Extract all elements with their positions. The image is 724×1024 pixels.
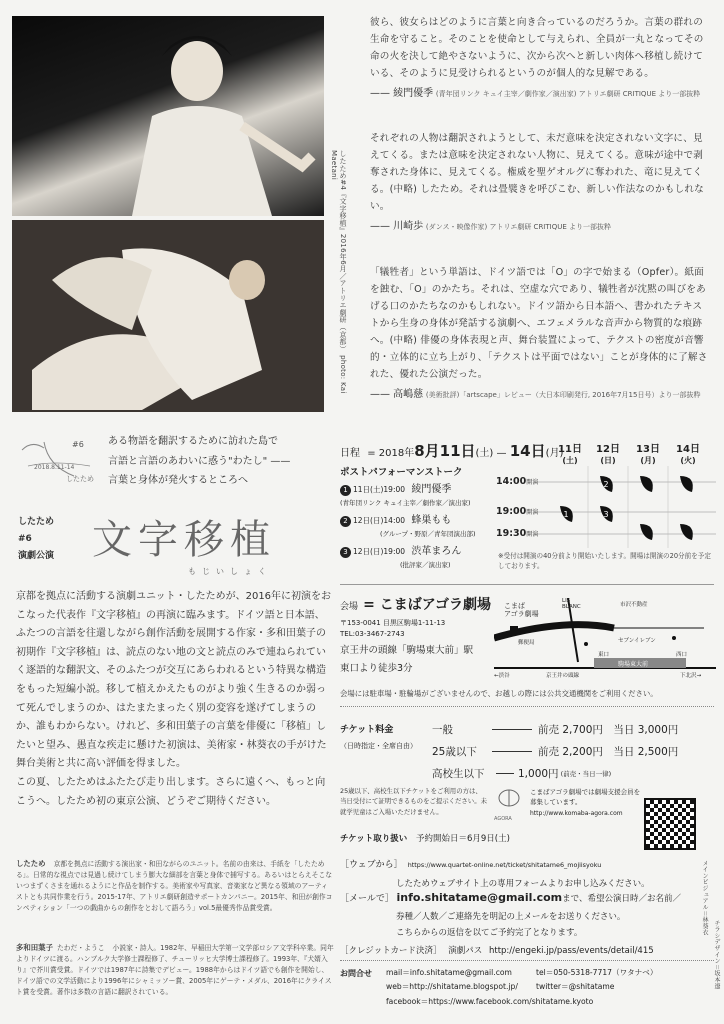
agora-logo-icon	[494, 788, 524, 812]
map-kitazawa: 下北沢→	[680, 673, 702, 679]
photo-bottom	[12, 220, 324, 412]
agora-logo-text: AGORA	[494, 816, 512, 822]
intro	[16, 588, 332, 811]
schedule-dash: —	[496, 448, 507, 459]
profile-2-text: 小説家・詩人。1982年、早稲田大学第一文学部ロシア文学科卒業。同年よりドイツに渡る。ハンブルク大学修士課程修了、チューリッヒ大学博士課程修了。1993年、『犬婿入り』で芥川賞受賞。ドイツでは1987年に詩集でデビュー。1988年からはドイツ語でも創作を開始し、ドイツ語での文学活動により1996年にシャミッソー賞、2005年にゲーテ・メダル、2016年にクライスト賞を受賞。著作は多数の言語に翻訳されている。	[16, 944, 334, 996]
time-row: 19:00開演	[496, 506, 539, 517]
quote-2	[370, 130, 710, 232]
profile-2-name: 多和田葉子	[16, 943, 53, 952]
web-url[interactable]: https://www.quartet-online.net/ticket/shitatame6_mojiisyoku	[407, 861, 602, 869]
logo-date: 2018.8.11-14	[34, 464, 75, 471]
talk-item: 1 11日(土)19:00 綾門優季 (青年団リンク キュイ主宰／劇作家／演出家)	[340, 484, 471, 507]
map-keio: 京王井の頭線	[546, 673, 580, 679]
talk-label: ポストパフォーマンストーク	[340, 467, 463, 478]
profile-1-name: したため	[16, 859, 46, 868]
map-agora: こまば アゴラ劇場	[504, 602, 539, 619]
quote-3	[370, 264, 710, 400]
photo-top	[12, 16, 324, 216]
divider	[340, 584, 714, 585]
quote-1-text: 彼ら、彼女らはどのように言葉と向き合っているのだろうか。言葉の群れの生命を守ること。そのことを使命として与えられ、全員が一丸となってその命の火を決して絶やさないように、次から次へと新しい肉体へ移植し続けている、そのように見受けられるというのが個人的な見解である。	[370, 17, 704, 80]
schedule-grid	[496, 440, 716, 548]
profile-1-text: 京都を拠点に活動する演出家・和田ながらのユニット。名前の由来は、手紙を「したためる」。日常的な視点では見過し続けてしまう膨大な細部を言葉と身体で捕写する。あるいはとらえそこないつまずくさまを通れるようにと作品を制作する。美術家や写真家、音楽家など異なる領域のアーティストとも共同作業を行う。2015-17年、アトリエ劇研創造サポートカンパニー。2015年、和田が創作コンペティション「一つの戯曲からの創作をとおして語ろう」vol.5最優秀作品賞受賞。	[16, 860, 333, 912]
day-col: 13日 (月)	[636, 444, 660, 465]
profile-tawada	[16, 942, 334, 997]
tagline	[108, 432, 338, 491]
talk-list	[340, 482, 490, 570]
schedule-d1: 8月11日	[414, 442, 476, 460]
svg-text:2: 2	[603, 480, 609, 489]
mail-address[interactable]: info.shitatame@gmail.com	[396, 891, 563, 904]
quote-1-author: —— 綾門優季	[370, 88, 434, 100]
sales-web: ［ウェブから］ https://www.quartet-online.net/ticket/shitatame6_mojiisyoku したためウェブサイト上の専用フォームよりお申し込みください。	[340, 860, 650, 889]
schedule-table	[496, 440, 716, 548]
contact-facebook[interactable]: facebook＝https://www.facebook.com/shitatame.kyoto	[386, 996, 594, 1006]
agora-support-text: こまばアゴラ劇場では劇場支援会員を募集しています。	[530, 788, 641, 806]
quote-1	[370, 14, 710, 99]
quote-2-text: それぞれの人物は翻訳されようとして、未だ意味を決定されない文字に、見えてくる。または意味を決定されない人物に、見えてくる。意味が途中で剥奪された身体に、見えてくる。権威を聖ゲオルグに奪われた、竜に見えてくる。(中略) したため。それは畳襞きを呼びこむ、新しい作法なのかもしれない。	[370, 133, 704, 213]
logo-name: したため	[66, 475, 94, 483]
map-post: 郵便局	[518, 640, 535, 646]
venue-tel: TEL:03-3467-2743	[340, 630, 405, 638]
day-col: 14日 (火)	[676, 444, 700, 465]
youth-note: 25歳以下、高校生以下チケットをご利用の方は、当日受付にて証明できるものをご提示ください。未就学児童はご入場いただけません。	[340, 787, 487, 816]
sales-card: ［クレジットカード決済］ 演劇パス http://engeki.jp/pass/events/detail/415	[340, 946, 654, 956]
photo-caption: したため#4『文字移植』2016年6月／アトリエ劇研（京都） photo: Kai Maetani	[330, 150, 347, 394]
divider	[340, 706, 714, 707]
venue	[340, 594, 500, 674]
intro-text-2: この夏、したためはふたたび走り出します。さらに遠くへ、もっと向こうへ。したため初の東京公演、どうぞご期待ください。	[16, 776, 326, 807]
quote-3-meta: (美術批評)「artscape」レビュー（大日本印刷発行, 2016年7月15日号）より一部抜粋	[425, 391, 701, 400]
venue-access-1: 京王井の頭線「駒場東大前」駅	[340, 645, 474, 656]
ticket-table	[432, 720, 712, 782]
quote-2-author: —— 川崎歩	[370, 221, 424, 233]
tagline-1: ある物語を翻訳するために訪れた島で	[108, 436, 278, 447]
time-row: 14:00開演	[496, 476, 539, 487]
time-row: 19:30開演	[496, 528, 539, 539]
quote-3-author: —— 高嶋慈	[370, 389, 424, 401]
schedule-year: = 2018年	[367, 448, 415, 459]
profile-shitatame	[16, 858, 334, 913]
map-west: 西口	[676, 652, 688, 658]
divider	[340, 960, 714, 961]
logo	[14, 436, 98, 488]
quote-2-meta: (ダンス・映像作家) アトリエ劇研 CRITIQUE より一部抜粋	[425, 223, 611, 232]
map-station: 駒場東大前	[618, 661, 649, 668]
schedule-d2: 14日	[509, 442, 546, 460]
talk-item: 2 12日(日)14:00 蜂巣もも (グループ・野原／青年団演出部)	[340, 513, 490, 540]
profile-2-ruby: たわだ・ようこ	[56, 944, 105, 952]
map-east: 東口	[598, 652, 610, 658]
contact-web[interactable]: web＝http://shitatame.blogspot.jp/	[386, 982, 518, 992]
qr-code[interactable]	[644, 798, 696, 850]
tagline-3: 言葉と身体が発火するところへ	[108, 475, 248, 486]
quote-3-text: 「犠牲者」という単語は、ドイツ語では「O」の字で始まる（Opfer）。紙面を蝕む、「O」のかたち。それは、空虚な穴であり、犠牲者が沈黙の叫びをあげる口のかたちなのかもしれない。ドイツ語から日本語へ、書かれたテキストから生身の身体が発話する演劇へ、エフェメラルな音声から物質的な痕跡へ。(中略) 俳優の身体表現と声、舞台装置によって、テクストの密度が音響的・立体的に立ち上がり、「テクストは平面ではない」ことが身体的に了解された、優れた公演だった。	[370, 267, 708, 381]
schedule-d1w: (土)	[475, 448, 494, 459]
map-lis: LIS BLANC	[562, 598, 581, 611]
svg-text:3: 3	[603, 510, 609, 519]
ticket-row: 一般 前売 2,700円 当日 3,000円	[432, 723, 679, 736]
sales-mail: ［メールで］ info.shitatame@gmail.comまで、希望公演日時／お名前／ 券種／人数／ご連絡先を明記の上メールをお送りください。 こちらからの返信を以てご予約完了となります。	[340, 891, 681, 939]
sales-label: チケット取り扱い	[340, 834, 408, 844]
venue-access-2: 東口より徒歩3分	[340, 663, 413, 674]
intro-text: 京都を拠点に活動する演劇ユニット・したためが、2016年に初演をおこなった代表作『文字移植』の再演に臨みます。ドイツ語と日本語、ふたつの言語を往還しながら創作活動を展開する作家・多和田葉子の初期作『文字移植』は、読点のない地の文と読点のみで連ねられていく逐語的な翻訳文、そのふたつが交互にあらわれるという特異な構造をもった短編小説。移して植えかえたものがより強く生きるのか弱って死んでしまうのか、はたまたまったく別の変容を遂げてしまうのか、誰もわからない。けれど、多和田葉子の言葉を俳優に「移植」したいと望み、愚直な疾走に懸けた初演は、美術家・林葵衣の手がけた舞台美術と共に高い評価を得ました。	[16, 591, 332, 770]
day-col: 11日 (土)	[558, 444, 582, 465]
venue-label: 会場	[340, 602, 359, 612]
map-ichiba: 市沢不動産	[620, 602, 648, 608]
main-title: 文字移植	[92, 517, 276, 563]
ticket-row: 高校生以下 1,000円 (前売・当日一律)	[432, 767, 612, 780]
ticket-row: 25歳以下 前売 2,200円 当日 2,500円	[432, 745, 679, 758]
contact-label: お問合せ	[340, 969, 372, 978]
quote-1-meta: (青年団リンク キュイ主宰／劇作家／演出家) アトリエ劇研 CRITIQUE より一部抜粋	[435, 90, 701, 99]
sales-start: 予約開始日＝6月9日(土)	[415, 834, 510, 844]
credit-design: チラシデザイン＝坂本遼	[713, 920, 720, 990]
sales	[340, 832, 640, 844]
map-shibuya: ←渋谷	[494, 673, 510, 679]
day-col: 12日 (日)	[596, 444, 620, 465]
contact-mail[interactable]: mail＝info.shitatame@gmail.com	[386, 968, 512, 977]
venue-addr: 〒153-0041 目黒区駒場1-11-13	[340, 619, 446, 627]
contact-twitter[interactable]: twitter＝@shitatame	[536, 982, 615, 992]
credit-visual: メインビジュアル＝林葵衣	[701, 860, 708, 936]
schedule-d2w: (月)	[545, 448, 564, 459]
card-url[interactable]: http://engeki.jp/pass/events/detail/415	[488, 946, 654, 956]
contact	[386, 966, 686, 1009]
venue-name: = こまばアゴラ劇場	[363, 597, 492, 613]
ticket-label: チケット料金 （日時指定・全席自由）	[340, 725, 417, 750]
svg-text:1: 1	[563, 510, 569, 519]
venue-note: 会場には駐車場・駐輪場がございませんので、お越しの際には公共交通機関をご利用ください。	[340, 689, 658, 698]
logo-num: #6	[72, 440, 84, 449]
agora-support-url[interactable]: http://www.komaba-agora.com	[530, 810, 623, 817]
title-ruby: もじいしょく	[188, 567, 272, 576]
talk-item: 3 12日(日)19:00 渋革まろん (批評家／演出家)	[340, 544, 490, 571]
side-title: したため #6 演劇公演	[18, 517, 55, 562]
tagline-2: 言語と言語のあわいに惑う"わたし" ——	[108, 455, 291, 467]
agora-support	[494, 788, 644, 822]
table-note: ※受付は開演の40分前より開始いたします。開場は開演の20分前を予定しております。	[498, 552, 711, 570]
schedule-label: 日程	[340, 448, 360, 459]
venue-map	[494, 598, 716, 682]
map-seven: セブンイレブン	[618, 638, 656, 644]
contact-tel[interactable]: tel＝050-5318-7717（ワタナベ）	[536, 968, 658, 977]
